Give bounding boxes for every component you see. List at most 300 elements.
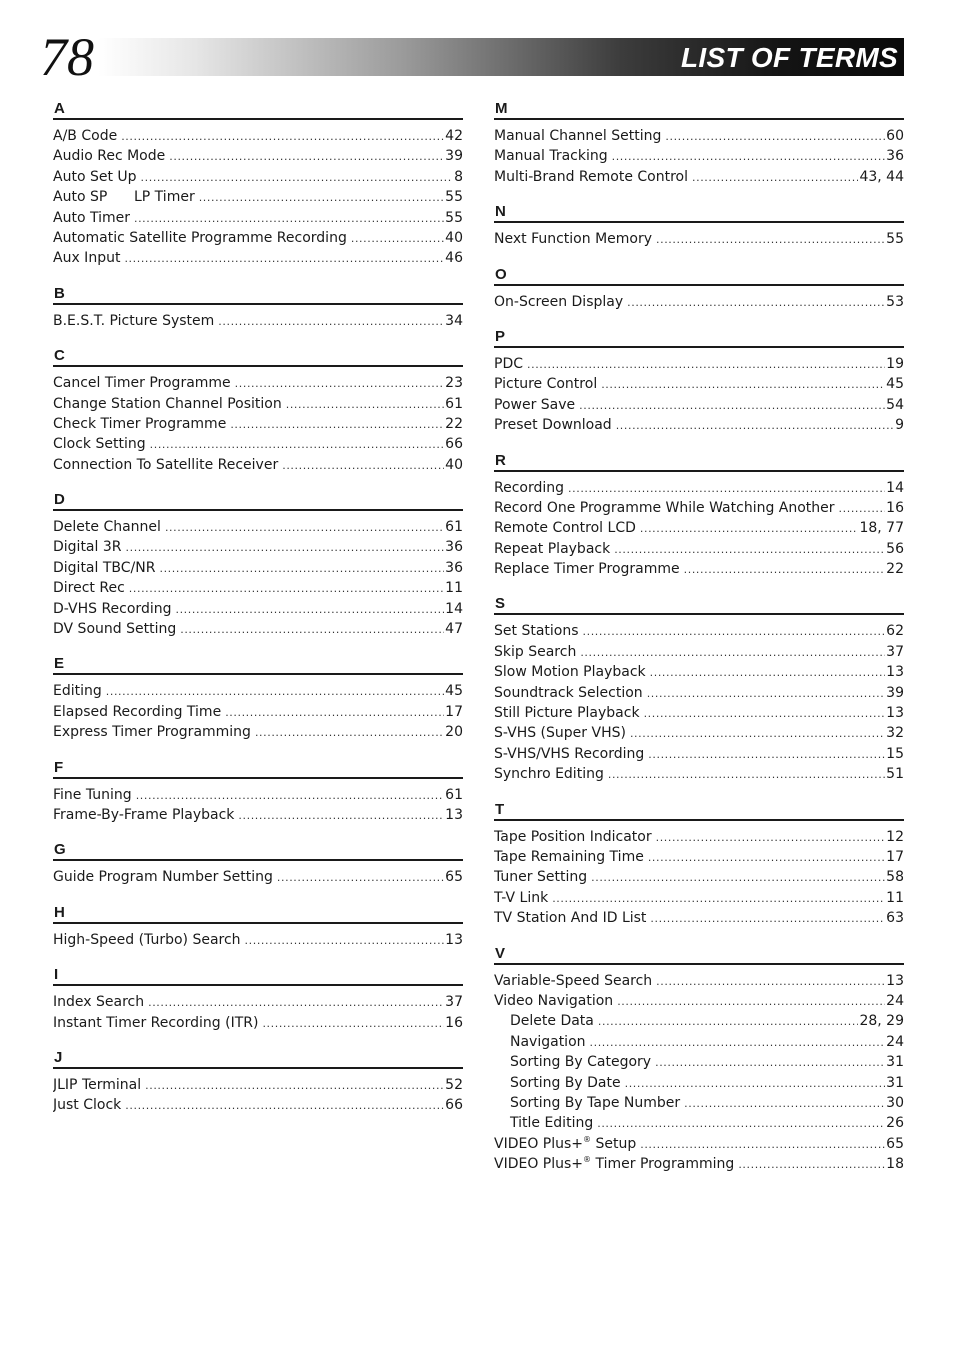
dot-leader bbox=[650, 663, 886, 682]
index-entry bbox=[494, 1134, 904, 1154]
index-entry bbox=[494, 1154, 904, 1174]
entry-term-text: Delete Channel bbox=[53, 519, 161, 536]
dot-leader bbox=[150, 435, 445, 454]
dot-leader bbox=[598, 1012, 859, 1031]
dot-leader bbox=[591, 868, 885, 887]
entry-term-text: Cancel Timer Programme bbox=[53, 375, 231, 392]
dot-leader bbox=[568, 479, 885, 498]
index-entry bbox=[494, 539, 904, 559]
entry-term-text: Tape Position Indicator bbox=[494, 828, 652, 845]
entry-page-number: 61 bbox=[445, 395, 463, 412]
entry-term-text: Clock Setting bbox=[53, 436, 146, 453]
index-entry bbox=[494, 518, 904, 538]
entry-page-number: 37 bbox=[886, 643, 904, 660]
index-entry bbox=[494, 621, 904, 641]
entry-term-text: D-VHS Recording bbox=[53, 600, 172, 617]
entry-page-number: 24 bbox=[886, 992, 904, 1009]
entry-term bbox=[53, 434, 146, 454]
index-section-t bbox=[494, 801, 904, 929]
page-number: 78 bbox=[40, 27, 94, 87]
entry-term bbox=[53, 373, 231, 393]
entry-term bbox=[53, 578, 125, 598]
entry-page-number: 18 bbox=[886, 1156, 904, 1173]
index-entry bbox=[53, 537, 463, 557]
entry-term-text: Navigation bbox=[510, 1033, 586, 1050]
index-entry bbox=[494, 146, 904, 166]
dot-leader bbox=[625, 1074, 886, 1093]
index-entry bbox=[494, 847, 904, 867]
entry-page-number: 56 bbox=[886, 540, 904, 557]
entry-term-text: Audio Rec Mode bbox=[53, 148, 166, 165]
entry-term bbox=[53, 805, 234, 825]
index-entry bbox=[53, 434, 463, 454]
entry-term-text: Tape Remaining Time bbox=[494, 848, 644, 865]
entry-term-text: On-Screen Display bbox=[494, 293, 624, 310]
dot-leader bbox=[121, 127, 444, 146]
dot-leader bbox=[656, 972, 885, 991]
entry-term bbox=[53, 1013, 258, 1033]
index-entry bbox=[494, 292, 904, 312]
dot-leader bbox=[169, 147, 444, 166]
index-entry bbox=[53, 805, 463, 825]
index-entry bbox=[53, 517, 463, 537]
index-entry bbox=[53, 228, 463, 248]
dot-leader bbox=[552, 889, 885, 908]
entry-term bbox=[53, 785, 132, 805]
index-entry bbox=[494, 229, 904, 249]
dot-leader bbox=[218, 312, 444, 331]
entry-term-text: Auto Timer bbox=[53, 209, 130, 226]
dot-leader bbox=[648, 745, 885, 764]
index-entry bbox=[494, 395, 904, 415]
entry-page-number: 13 bbox=[886, 705, 904, 722]
dot-leader bbox=[159, 559, 444, 578]
entry-term-text: Delete Data bbox=[510, 1013, 594, 1030]
section-letter: O bbox=[494, 266, 904, 286]
dot-leader bbox=[129, 579, 444, 598]
entry-term bbox=[494, 908, 646, 928]
dot-leader bbox=[199, 188, 444, 207]
entry-term bbox=[494, 126, 661, 146]
entry-term-text: Sorting By Tape Number bbox=[510, 1094, 681, 1111]
dot-leader bbox=[656, 828, 886, 847]
dot-leader bbox=[136, 786, 444, 805]
dot-leader bbox=[255, 723, 444, 742]
index-section-b bbox=[53, 285, 463, 331]
entry-page-number: 58 bbox=[886, 869, 904, 886]
entry-page-number: 52 bbox=[445, 1076, 463, 1093]
entry-term-text: Just Clock bbox=[53, 1097, 122, 1114]
index-subentry bbox=[494, 1113, 904, 1133]
entry-term-text: Slow Motion Playback bbox=[494, 664, 646, 681]
dot-leader bbox=[277, 868, 444, 887]
index-entry bbox=[494, 744, 904, 764]
section-letter: R bbox=[494, 452, 904, 472]
entry-term-text: Sorting By Category bbox=[510, 1054, 652, 1071]
dot-leader bbox=[617, 992, 885, 1011]
entry-term-text: DV Sound Setting bbox=[53, 621, 177, 638]
entry-term-text: Fine Tuning bbox=[53, 786, 132, 803]
entry-page-number: 13 bbox=[445, 931, 463, 948]
entry-term bbox=[53, 414, 226, 434]
index-entry bbox=[53, 394, 463, 414]
entry-term bbox=[53, 1075, 141, 1095]
entry-page-number: 55 bbox=[886, 231, 904, 248]
dot-leader bbox=[665, 127, 885, 146]
entry-term-text: High-Speed (Turbo) Search bbox=[53, 931, 241, 948]
index-section-e bbox=[53, 655, 463, 742]
index-entry bbox=[494, 167, 904, 187]
entry-page-number: 19 bbox=[886, 355, 904, 372]
index-entry bbox=[53, 558, 463, 578]
entry-term-text: Change Station Channel Position bbox=[53, 395, 282, 412]
section-letter: I bbox=[53, 966, 463, 986]
section-letter: M bbox=[494, 100, 904, 120]
entry-term bbox=[494, 1134, 636, 1154]
index-entry bbox=[53, 619, 463, 639]
entry-term bbox=[494, 867, 587, 887]
index-entry bbox=[494, 888, 904, 908]
entry-page-number: 46 bbox=[445, 250, 463, 267]
entry-term bbox=[494, 662, 646, 682]
index-section-m bbox=[494, 100, 904, 187]
entry-term bbox=[53, 558, 155, 578]
title-bar bbox=[98, 38, 904, 76]
entry-term-text: Skip Search bbox=[494, 643, 577, 660]
dot-leader bbox=[235, 374, 445, 393]
dot-leader bbox=[738, 1155, 885, 1174]
index-entry bbox=[53, 930, 463, 950]
index-subentry bbox=[494, 1052, 904, 1072]
index-entry bbox=[53, 146, 463, 166]
dot-leader bbox=[125, 1096, 444, 1115]
entry-term-text: Guide Program Number Setting bbox=[53, 869, 273, 886]
entry-term bbox=[494, 415, 612, 435]
entry-page-number: 11 bbox=[886, 889, 904, 906]
index-entry bbox=[53, 414, 463, 434]
entry-term-text: Next Function Memory bbox=[494, 231, 652, 248]
dot-leader bbox=[124, 249, 444, 268]
section-letter: A bbox=[53, 100, 463, 120]
entry-term-text: Remote Control LCD bbox=[494, 520, 636, 537]
dot-leader bbox=[612, 147, 886, 166]
dot-leader bbox=[644, 704, 886, 723]
entry-term bbox=[510, 1032, 586, 1052]
entry-term bbox=[53, 702, 221, 722]
dot-leader bbox=[684, 1094, 885, 1113]
entry-page-number: 61 bbox=[445, 519, 463, 536]
dot-leader bbox=[647, 684, 885, 703]
entry-term-text: Synchro Editing bbox=[494, 766, 604, 783]
index-entry bbox=[494, 764, 904, 784]
index-section-h bbox=[53, 904, 463, 950]
entry-term bbox=[53, 722, 251, 742]
registered-mark: ® bbox=[583, 1155, 592, 1165]
entry-page-number: 16 bbox=[445, 1014, 463, 1031]
index-entry bbox=[494, 971, 904, 991]
dot-leader bbox=[282, 456, 444, 475]
entry-term-text: S-VHS/VHS Recording bbox=[494, 745, 645, 762]
entry-term-text: Variable-Speed Search bbox=[494, 972, 653, 989]
entry-term bbox=[53, 311, 214, 331]
entry-term bbox=[53, 992, 144, 1012]
entry-page-number: 18, 77 bbox=[859, 520, 904, 537]
entry-page-number: 32 bbox=[886, 725, 904, 742]
dot-leader bbox=[627, 293, 885, 312]
dot-leader bbox=[650, 909, 885, 928]
entry-term bbox=[494, 847, 644, 867]
entry-term bbox=[53, 394, 282, 414]
index-entry bbox=[53, 599, 463, 619]
entry-term-text: T-V Link bbox=[494, 889, 549, 906]
entry-page-number: 11 bbox=[445, 580, 463, 597]
section-letter: N bbox=[494, 203, 904, 223]
entry-term-text: Repeat Playback bbox=[494, 540, 611, 557]
index-entry bbox=[53, 187, 463, 207]
entry-term bbox=[53, 455, 278, 475]
dot-leader bbox=[608, 765, 885, 784]
entry-page-number: 26 bbox=[886, 1115, 904, 1132]
entry-term-text: Record One Programme While Watching Another bbox=[494, 499, 835, 516]
entry-page-number: 13 bbox=[445, 806, 463, 823]
entry-term-text: PDC bbox=[494, 355, 523, 372]
dot-leader bbox=[527, 355, 885, 374]
entry-term bbox=[53, 228, 347, 248]
entry-term bbox=[494, 395, 575, 415]
index-entry bbox=[53, 1013, 463, 1033]
entry-term bbox=[510, 1113, 593, 1133]
section-letter: V bbox=[494, 945, 904, 965]
index-entry bbox=[53, 578, 463, 598]
dot-leader bbox=[614, 540, 885, 559]
entry-page-number: 22 bbox=[886, 561, 904, 578]
section-letter: H bbox=[53, 904, 463, 924]
index-entry bbox=[53, 785, 463, 805]
dot-leader bbox=[601, 375, 885, 394]
entry-page-number: 63 bbox=[886, 910, 904, 927]
entry-term bbox=[494, 478, 564, 498]
index-entry bbox=[494, 642, 904, 662]
index-entry bbox=[494, 683, 904, 703]
entry-term-text: VIDEO Plus+ bbox=[494, 1156, 584, 1173]
index-column-right bbox=[494, 100, 904, 1190]
entry-page-number: 47 bbox=[445, 621, 463, 638]
entry-term-text: Picture Control bbox=[494, 376, 598, 393]
index-entry bbox=[53, 992, 463, 1012]
index-entry bbox=[53, 311, 463, 331]
entry-term bbox=[494, 827, 652, 847]
entry-term bbox=[494, 683, 643, 703]
section-letter: D bbox=[53, 491, 463, 511]
index-entry bbox=[494, 991, 904, 1011]
entry-term bbox=[494, 229, 652, 249]
entry-page-number: 43, 44 bbox=[859, 168, 904, 185]
dot-leader bbox=[616, 416, 894, 435]
dot-leader bbox=[640, 519, 859, 538]
entry-term bbox=[53, 208, 130, 228]
dot-leader bbox=[656, 230, 885, 249]
section-letter: F bbox=[53, 759, 463, 779]
index-entry bbox=[53, 1075, 463, 1095]
entry-page-number: 17 bbox=[886, 848, 904, 865]
entry-term bbox=[53, 167, 137, 187]
entry-term bbox=[494, 518, 636, 538]
index-entry bbox=[494, 478, 904, 498]
entry-page-number: 16 bbox=[886, 499, 904, 516]
entry-term-text: Instant Timer Recording (ITR) bbox=[53, 1014, 259, 1031]
index-entry bbox=[494, 498, 904, 518]
dot-leader bbox=[148, 993, 444, 1012]
index-entry bbox=[53, 867, 463, 887]
entry-page-number: 36 bbox=[886, 148, 904, 165]
dot-leader bbox=[238, 806, 444, 825]
entry-term-text: Index Search bbox=[53, 994, 145, 1011]
entry-term-text: VIDEO Plus+ bbox=[494, 1135, 584, 1152]
entry-page-number: 55 bbox=[445, 209, 463, 226]
dot-leader bbox=[141, 168, 454, 187]
dot-leader bbox=[262, 1014, 444, 1033]
entry-term bbox=[510, 1073, 621, 1093]
index-entry bbox=[494, 415, 904, 435]
entry-term-text: S-VHS (Super VHS) bbox=[494, 725, 626, 742]
dot-leader bbox=[180, 620, 444, 639]
entry-term-text: A/B Code bbox=[53, 128, 118, 144]
entry-page-number: 40 bbox=[445, 229, 463, 246]
dot-leader bbox=[839, 499, 886, 518]
section-letter: S bbox=[494, 595, 904, 615]
entry-page-number: 40 bbox=[445, 456, 463, 473]
entry-term-text: Elapsed Recording Time bbox=[53, 703, 222, 720]
dot-leader bbox=[286, 395, 444, 414]
dot-leader bbox=[583, 622, 886, 641]
entry-term bbox=[510, 1011, 594, 1031]
entry-term bbox=[494, 744, 644, 764]
entry-page-number: 15 bbox=[886, 745, 904, 762]
entry-term bbox=[494, 374, 597, 394]
index-section-r bbox=[494, 452, 904, 580]
entry-page-number: 22 bbox=[445, 415, 463, 432]
entry-term-suffix: Timer Programming bbox=[591, 1156, 735, 1173]
entry-term-text: Auto Set Up bbox=[53, 168, 137, 185]
entry-term bbox=[494, 723, 626, 743]
entry-page-number: 39 bbox=[445, 148, 463, 165]
entry-page-number: 60 bbox=[886, 128, 904, 144]
entry-term bbox=[494, 888, 548, 908]
entry-page-number: 28, 29 bbox=[859, 1013, 904, 1030]
index-entry bbox=[53, 722, 463, 742]
entry-term-text: Check Timer Programme bbox=[53, 415, 227, 432]
entry-term-text: Multi-Brand Remote Control bbox=[494, 168, 688, 185]
dot-leader bbox=[106, 682, 444, 701]
index-entry bbox=[53, 373, 463, 393]
index-column-left bbox=[53, 100, 463, 1132]
dot-leader bbox=[134, 209, 444, 228]
index-section-n bbox=[494, 203, 904, 249]
registered-mark: ® bbox=[583, 1134, 592, 1144]
index-entry bbox=[494, 559, 904, 579]
entry-page-number: 54 bbox=[886, 396, 904, 413]
index-entry bbox=[53, 126, 463, 146]
entry-term bbox=[494, 498, 835, 518]
entry-term bbox=[53, 517, 161, 537]
entry-term-text: Direct Rec bbox=[53, 580, 125, 597]
index-section-d bbox=[53, 491, 463, 639]
entry-term-text: Connection To Satellite Receiver bbox=[53, 456, 279, 473]
entry-term-text: JLIP Terminal bbox=[53, 1076, 142, 1093]
index-entry bbox=[53, 702, 463, 722]
dot-leader bbox=[351, 229, 444, 248]
dot-leader bbox=[580, 643, 885, 662]
index-subentry bbox=[494, 1011, 904, 1031]
index-entry bbox=[53, 1095, 463, 1115]
section-letter: E bbox=[53, 655, 463, 675]
entry-page-number: 61 bbox=[445, 786, 463, 803]
index-section-a bbox=[53, 100, 463, 269]
entry-page-number: 42 bbox=[445, 128, 463, 144]
dot-leader bbox=[655, 1053, 885, 1072]
entry-page-number: 14 bbox=[886, 479, 904, 496]
dot-leader bbox=[225, 703, 444, 722]
entry-term bbox=[53, 681, 102, 701]
index-entry bbox=[53, 455, 463, 475]
entry-term bbox=[53, 1095, 121, 1115]
index-entry bbox=[53, 208, 463, 228]
section-letter: B bbox=[53, 285, 463, 305]
entry-page-number: 66 bbox=[445, 436, 463, 453]
entry-page-number: 8 bbox=[454, 168, 463, 185]
dot-leader bbox=[579, 396, 885, 415]
section-letter: J bbox=[53, 1049, 463, 1069]
dot-leader bbox=[245, 931, 445, 950]
dot-leader bbox=[165, 518, 444, 537]
index-section-v bbox=[494, 945, 904, 1175]
index-section-s bbox=[494, 595, 904, 784]
entry-term-text: Express Timer Programming bbox=[53, 724, 251, 741]
index-entry bbox=[494, 723, 904, 743]
dot-leader bbox=[145, 1076, 444, 1095]
entry-term-text: Frame-By-Frame Playback bbox=[53, 806, 235, 823]
entry-term bbox=[494, 559, 680, 579]
page-title: LIST OF TERMS bbox=[680, 42, 898, 73]
index-section-i bbox=[53, 966, 463, 1033]
entry-term-text: Still Picture Playback bbox=[494, 705, 640, 722]
entry-term-text: Set Stations bbox=[494, 623, 579, 640]
entry-term bbox=[494, 971, 652, 991]
dot-leader bbox=[648, 848, 885, 867]
section-letter: C bbox=[53, 347, 463, 367]
entry-term-text: Digital 3R bbox=[53, 539, 122, 556]
index-section-p bbox=[494, 328, 904, 436]
entry-term bbox=[494, 621, 579, 641]
index-entry bbox=[494, 908, 904, 928]
entry-page-number: 36 bbox=[445, 539, 463, 556]
entry-term bbox=[494, 642, 576, 662]
entry-page-number: 24 bbox=[886, 1033, 904, 1050]
dot-leader bbox=[597, 1114, 885, 1133]
index-entry bbox=[53, 167, 463, 187]
index-entry bbox=[494, 374, 904, 394]
entry-page-number: 66 bbox=[445, 1097, 463, 1114]
entry-term bbox=[510, 1052, 651, 1072]
entry-page-number: 12 bbox=[886, 828, 904, 845]
entry-term bbox=[53, 248, 120, 268]
entry-page-number: 14 bbox=[445, 600, 463, 617]
entry-page-number: 36 bbox=[445, 559, 463, 576]
index-section-j bbox=[53, 1049, 463, 1116]
index-subentry bbox=[494, 1073, 904, 1093]
index-entry bbox=[494, 703, 904, 723]
entry-page-number: 31 bbox=[886, 1074, 904, 1091]
